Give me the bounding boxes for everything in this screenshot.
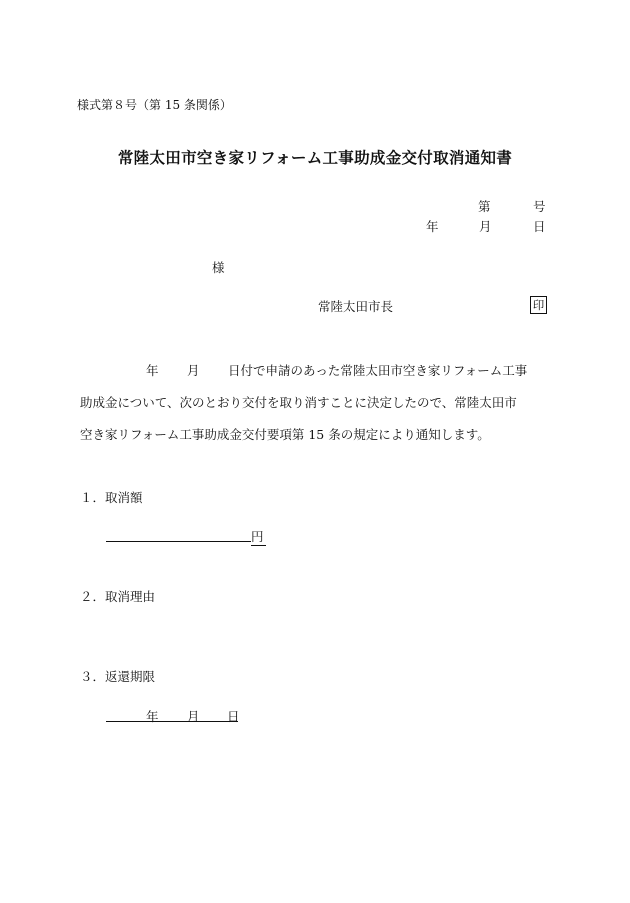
section-cancel-reason: ２．取消理由 [80, 589, 156, 604]
document-title: 常陸太田市空き家リフォーム工事助成金交付取消通知書 [117, 148, 513, 167]
form-number: 様式第８号（第 15 条関係） [77, 98, 232, 112]
deadline-underline [106, 721, 238, 722]
section-return-deadline: ３．返還期限 [80, 669, 156, 684]
section-cancel-amount: １．取消額 [80, 490, 143, 505]
amount-unit: 円 [251, 529, 264, 544]
doc-number-dai: 第 [478, 199, 491, 214]
deadline-month: 月 [187, 709, 200, 724]
body-line3: 空き家リフォーム工事助成金交付要項第 15 条の規定により通知します。 [80, 427, 490, 442]
body-line1-year: 年 [146, 363, 159, 378]
addressee-suffix: 様 [212, 260, 225, 275]
body-line1-rest: 日付で申請のあった常陸太田市空き家リフォーム工事 [228, 363, 528, 378]
deadline-day: 日 [227, 709, 240, 724]
date-year: 年 [426, 219, 439, 234]
amount-blank-line [106, 541, 251, 542]
doc-number-go: 号 [533, 199, 546, 214]
body-line2: 助成金について、次のとおり交付を取り消すことに決定したので、常陸太田市 [80, 395, 517, 410]
deadline-year: 年 [146, 709, 159, 724]
seal-mark: 印 [530, 296, 547, 314]
date-day: 日 [533, 219, 546, 234]
date-month: 月 [479, 219, 492, 234]
body-line1-month: 月 [187, 363, 200, 378]
issuer-name: 常陸太田市長 [318, 299, 394, 314]
